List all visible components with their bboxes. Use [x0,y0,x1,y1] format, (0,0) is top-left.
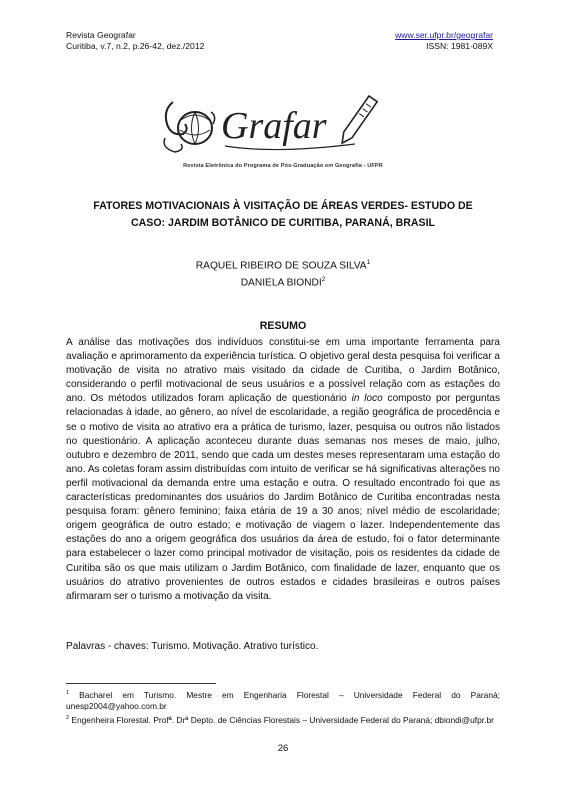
page-number: 26 [277,743,289,754]
author-name: DANIELA BIONDI [240,277,322,289]
abstract-heading: RESUMO [259,320,307,332]
footnote-text: Engenheira Florestal. Profª. Drª Depto. de Ciências Florestais – Universidade Federal do Paraná; dbiondi@ufpr.br [69,714,494,725]
logo-wordmark: Grafar [221,105,327,147]
title-line: FATORES MOTIVACIONAIS À VISITAÇÃO DE ÁREAS VERDES- ESTUDO DE [93,200,473,212]
footnote-divider [66,683,216,684]
abstract-text: A análise das motivações dos indivíduos constitui-se em uma importante ferramenta para avaliação e aprimoramento da experiência turística. O objetivo geral desta pesquisa foi verificar a motivação de visita no atrativo mais visitado da cidade de Curitiba, o Jardim Botânico, considerando o perfil motivacional de seus usuários e a possível relação com as estações do ano. Os métodos utilizados foram aplicação de questionário [66,337,500,405]
geografar-logo [155,90,415,160]
issn: ISSN: 1981-089X [426,41,493,51]
running-header-left [66,30,204,52]
keywords: Palavras - chaves: Turismo. Motivação. Atrativo turístico. [66,641,319,652]
footnote-text: Bacharel em Turismo. Mestre em Engenharia Florestal – Universidade Federal do Paraná; unesp2004@yahoo.com.br [66,689,500,712]
running-header-right [395,30,493,52]
logo-subtitle: Revista Eletrônica do Programa de Pós-Graduação em Geografia - UFPR [183,163,383,169]
abstract-body [66,336,500,604]
footnote [66,713,500,726]
author [0,273,566,290]
author-footnote-mark: 1 [366,259,371,266]
author-footnote-mark: 2 [321,276,326,284]
journal-citation: Curitiba, v.7, n.2, p.26-42, dez./2012 [66,41,205,51]
footnote [66,688,500,713]
author-list [0,256,566,291]
title-line: CASO: JARDIM BOTÂNICO DE CURITIBA, PARANÁ, BRASIL [130,217,436,229]
footnotes [66,688,500,726]
journal-url-link[interactable]: www.ser.ufpr.br/geografar [395,30,493,40]
footnote-mark: 2 [66,714,70,721]
abstract-text: composto por perguntas relacionadas à idade, ao gênero, ao nível de escolaridade, a região geográfica de procedência e se o motivo de visita ao atrativo era a prática de turismo, lazer, pesquisa ou outros não listados no questionário. A aplicação aconteceu durante duas semanas nos meses de maio, julho, outubro e dezembro de 2011, sendo que cada um destes meses representaram uma estação do ano. As coletas foram assim distribuídas com intuito de verificar se há significativas alterações no perfil motivacional da demanda entre uma estação e outra. O resultado encontrado foi que as características predominantes dos usuários do Jardim Botânico de Curitiba encontradas nesta pesquisa foram: gênero feminino; faixa etária de 19 a 30 anos; nível médio de escolaridade; origem geográfica de outro estado; e motivação de viagem o lazer. Independentemente das estações do ano a origem geográfica dos usuários da área de estudo, foi o fator determinante para estabelecer o lazer como principal motivador de visitação, pois os residentes da cidade de Curitiba são os que mais utilizam o Jardim Botânico, com finalidade de lazer, enquanto que os usuários do atrativo provenientes de outros estados e cidades brasileiras e outros países afirmaram ser o turismo a motivação da visita. [66,393,501,602]
journal-name: Revista Geografar [66,30,136,40]
abstract-italic-term: in loco [351,393,383,405]
author [0,256,566,273]
footnote-mark: 1 [66,690,70,696]
author-name: RAQUEL RIBEIRO DE SOUZA SILVA [195,260,367,272]
article-title [66,198,500,232]
